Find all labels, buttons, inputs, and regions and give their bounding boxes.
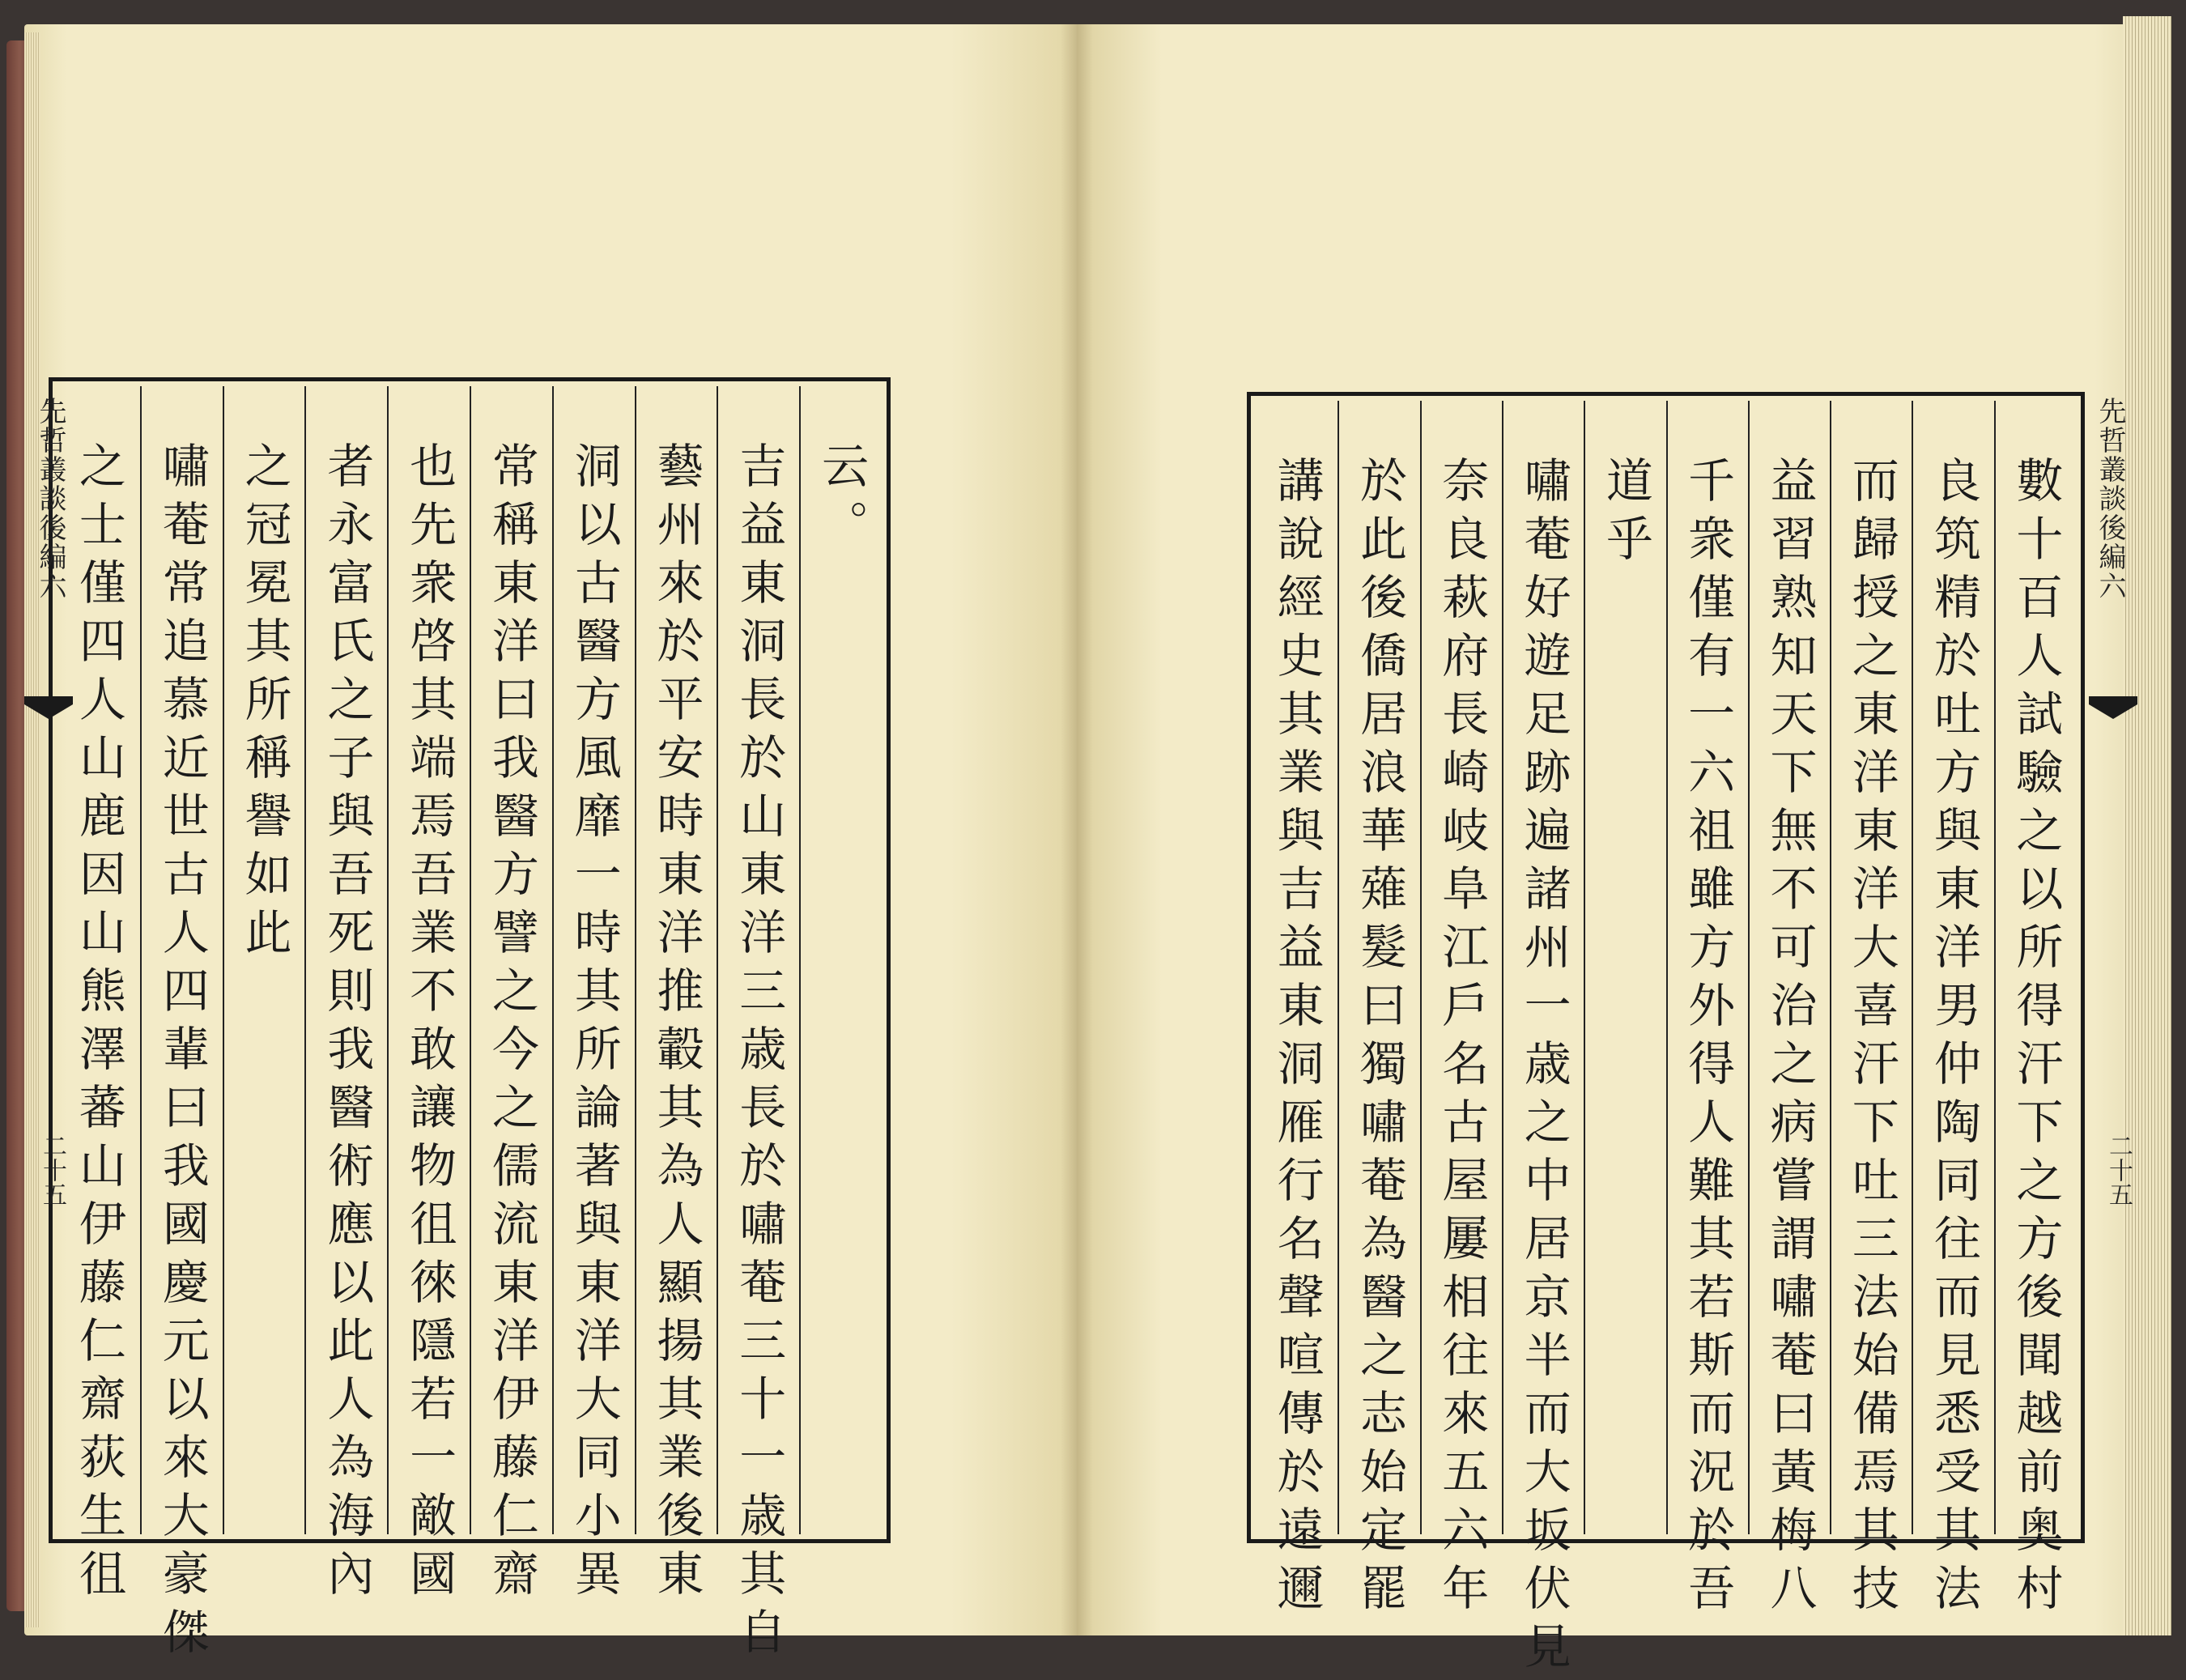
left-column-5 bbox=[470, 386, 552, 1607]
book-gutter bbox=[1061, 24, 1093, 1635]
column-text: 常稱東洋曰我醫方譬之今之儒流東洋伊藤仁齋 bbox=[483, 441, 539, 1607]
folio-text: 二十五 bbox=[38, 1133, 66, 1206]
right-column-3 bbox=[1830, 401, 1912, 1622]
folio-text: 二十五 bbox=[2104, 1133, 2133, 1206]
right-column-6 bbox=[1584, 401, 1665, 1534]
column-text: 吉益東洞長於山東洋三歳長於嘯菴三十一歳其自 bbox=[731, 441, 787, 1665]
left-margin-title bbox=[31, 397, 70, 601]
right-column-2 bbox=[1912, 401, 1993, 1622]
left-column-3 bbox=[635, 386, 717, 1607]
left-page-stack bbox=[24, 32, 40, 1627]
left-column-9 bbox=[140, 386, 223, 1665]
column-text: 道乎 bbox=[1597, 456, 1653, 572]
right-column-8 bbox=[1420, 401, 1502, 1622]
column-text: 講說經史其業與吉益東洞雁行名聲喧傳於遠邇 bbox=[1269, 456, 1325, 1622]
right-column-9 bbox=[1338, 401, 1419, 1622]
column-text: 云。 bbox=[814, 441, 870, 558]
right-column-4 bbox=[1748, 401, 1830, 1622]
right-columns bbox=[1256, 401, 2076, 1680]
column-text: 之冠冕其所稱譽如此 bbox=[236, 441, 292, 966]
left-fishtail-mark bbox=[24, 696, 73, 721]
right-margin-title bbox=[2090, 397, 2130, 601]
left-column-6 bbox=[387, 386, 470, 1607]
column-text: 於此後僑居浪華薙髮曰獨嘯菴為醫之志始定罷 bbox=[1351, 456, 1407, 1622]
column-text: 奈良萩府長崎岐阜江戶名古屋屢相往來五六年 bbox=[1434, 456, 1490, 1622]
left-column-1 bbox=[799, 386, 882, 1534]
right-text-frame bbox=[1247, 392, 2085, 1680]
column-text: 千衆僅有一六祖雖方外得人難其若斯而況於吾 bbox=[1680, 456, 1736, 1622]
right-column-1 bbox=[1994, 401, 2076, 1622]
margin-title-text: 先哲叢談後編六 bbox=[34, 397, 66, 601]
right-column-7 bbox=[1502, 401, 1584, 1680]
column-text: 藝州來於平安時東洋推轂其為人顯揚其業後東 bbox=[649, 441, 704, 1607]
left-column-8 bbox=[223, 386, 305, 1534]
right-fishtail-mark bbox=[2089, 696, 2137, 721]
right-page-stack bbox=[2123, 16, 2171, 1635]
column-text: 益習熟知天下無不可治之病嘗謂嘯菴曰黃梅八 bbox=[1762, 456, 1818, 1622]
column-text: 數十百人試驗之以所得汗下之方後聞越前奥村 bbox=[2008, 456, 2064, 1622]
column-text: 嘯菴常追慕近世古人四輩曰我國慶元以來大豪傑 bbox=[154, 441, 210, 1665]
column-text: 之士僅四人山鹿因山熊澤蕃山伊藤仁齋荻生徂 bbox=[70, 441, 126, 1607]
column-text: 洞以古醫方風靡一時其所論著與東洋大同小異 bbox=[566, 441, 622, 1607]
left-column-4 bbox=[552, 386, 635, 1607]
left-folio bbox=[34, 1133, 70, 1206]
right-folio bbox=[2100, 1133, 2136, 1206]
left-columns bbox=[57, 386, 882, 1665]
column-text: 者永富氏之子與吾死則我醫術應以此人為海內 bbox=[319, 441, 375, 1607]
column-text: 良筑精於吐方與東洋男仲陶同往而見悉受其法 bbox=[1926, 456, 1982, 1622]
right-column-10 bbox=[1256, 401, 1338, 1622]
left-column-7 bbox=[304, 386, 387, 1607]
column-text: 而歸授之東洋東洋大喜汗下吐三法始備焉其技 bbox=[1844, 456, 1899, 1622]
column-text: 也先衆啓其端焉吾業不敢讓物徂徠隱若一敵國 bbox=[402, 441, 457, 1607]
left-text-frame bbox=[49, 377, 891, 1665]
margin-title-text: 先哲叢談後編六 bbox=[2094, 397, 2126, 601]
column-text: 嘯菴好遊足跡遍諸州一歳之中居京半而大坂伏見 bbox=[1516, 456, 1571, 1680]
left-column-2 bbox=[717, 386, 799, 1665]
right-column-5 bbox=[1666, 401, 1748, 1622]
